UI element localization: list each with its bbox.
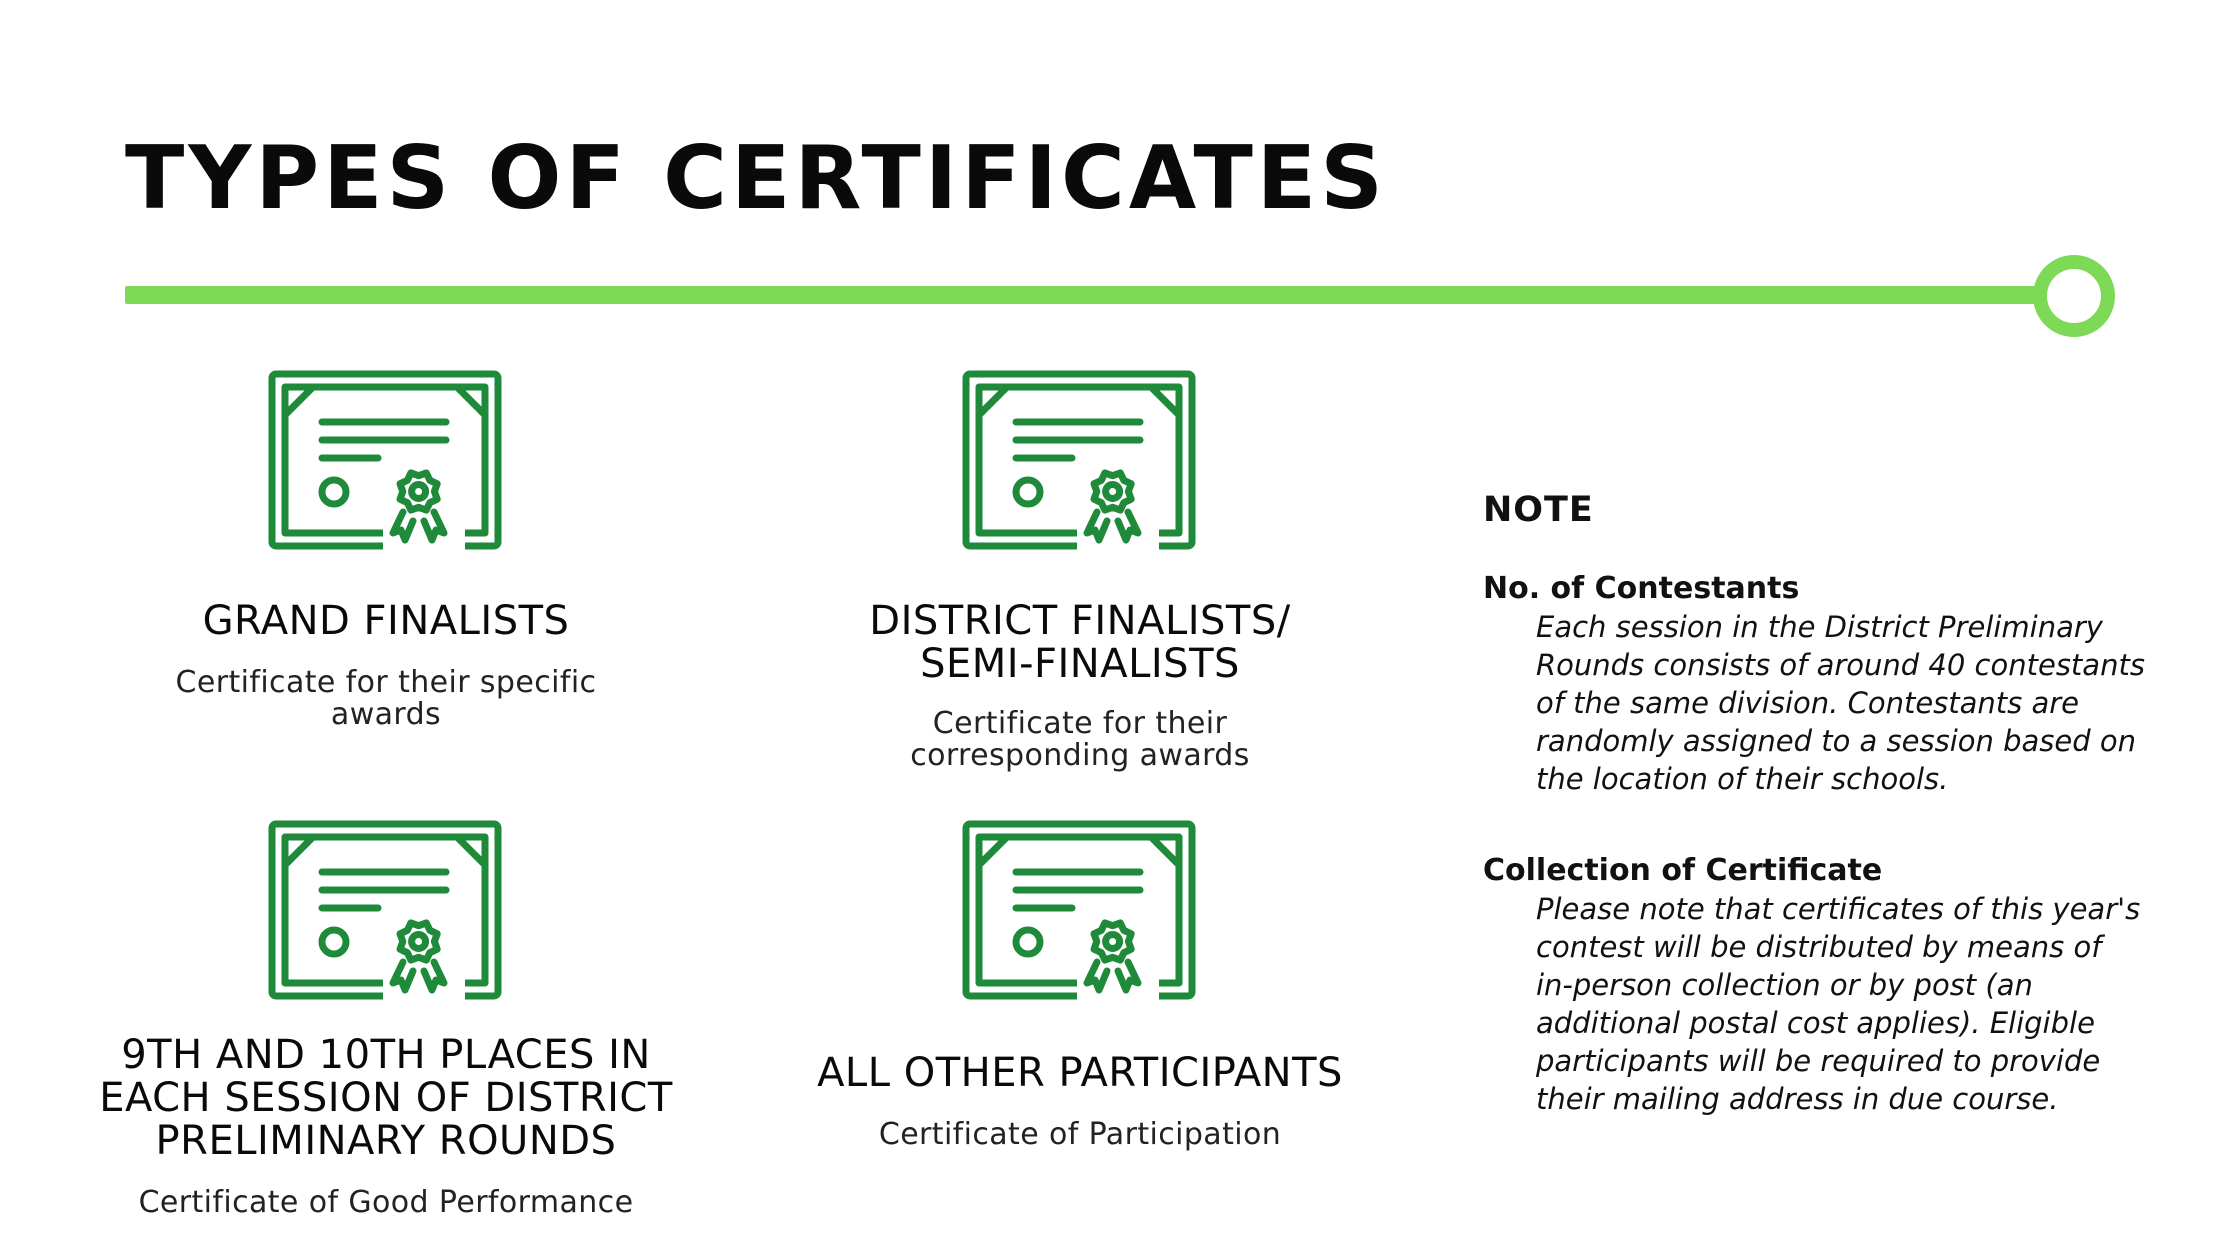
page-title: TYPES OF CERTIFICATES	[125, 127, 1387, 229]
note-section-title: No. of Contestants	[1483, 571, 1800, 606]
divider-end-circle	[2033, 255, 2115, 337]
card-title: 9TH AND 10TH PLACES IN EACH SESSION OF DISTRICT PRELIMINARY ROUNDS	[99, 1032, 673, 1164]
certificate-icon	[268, 370, 504, 566]
card-title: DISTRICT FINALISTS/ SEMI-FINALISTS	[869, 598, 1291, 687]
note-section-body: Please note that certificates of this year's contest will be distributed by means of in-person collection or by post (an additional postal cost applies). Eligible participants will be required to provide their mailing address in due course.	[1536, 892, 2141, 1116]
note-heading: NOTE	[1483, 490, 1594, 530]
card-description: Certificate for their specific awards	[175, 665, 597, 732]
note-section-body: Each session in the District Preliminary Rounds consists of around 40 contestants of the same division. Contestants are randomly assigned to a session based on the location of their schools.	[1536, 610, 2145, 796]
certificate-icon	[268, 820, 504, 1016]
card-title: ALL OTHER PARTICIPANTS	[817, 1050, 1343, 1096]
card-title: GRAND FINALISTS	[202, 598, 570, 644]
certificate-card-district-finalists	[800, 370, 1360, 772]
certificate-icon	[962, 370, 1198, 566]
card-description: Certificate of Good Performance	[138, 1185, 634, 1220]
card-description: Certificate for their corresponding awards	[910, 706, 1250, 773]
divider-line	[125, 286, 2040, 304]
card-description: Certificate of Participation	[878, 1117, 1282, 1152]
note-section-title: Collection of Certificate	[1483, 853, 1883, 888]
certificate-card-grand-finalists	[116, 370, 656, 731]
note-panel	[1483, 490, 2163, 1118]
certificate-card-all-other-participants	[800, 820, 1360, 1151]
certificate-card-ninth-tenth-places	[96, 820, 676, 1219]
certificate-icon	[962, 820, 1198, 1016]
